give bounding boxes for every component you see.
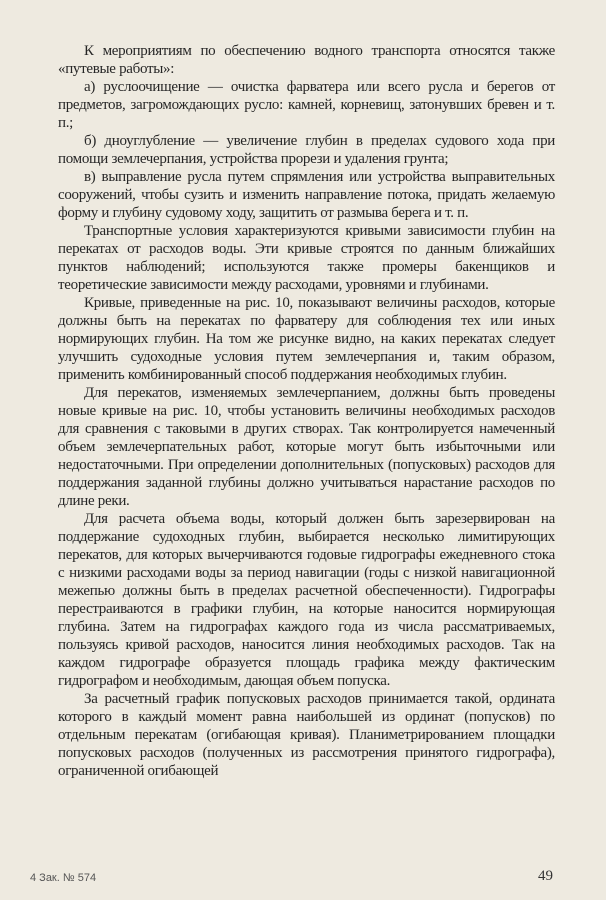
paragraph-6: Кривые, приведенные на рис. 10, показывают величины расходов, которые должны быть на перекатах по фарватеру для соблюдения тех или иных нормирующих глубин. На том же рисунке видно, на каких перекатах следует улучшить судоходные условия путем землечерпания и, таким образом, применить комбинированный способ поддержания необходимых глубин. [58,295,555,383]
paragraph-9: За расчетный график попусковых расходов принимается такой, ордината которого в каждый момент равна наибольшей из ординат (попусков) по отдельным перекатам (огибающая кривая). Планиметрированием площадки попусковых расходов (полученных из рассмотрения принятого гидрографа), ограниченной огибающей [58,691,555,779]
paragraph-8: Для расчета объема воды, который должен быть зарезервирован на поддержание судоходных глубин, выбирается несколько лимитирующих перекатов, для которых вычерчиваются годовые гидрографы ежедневного стока с низкими расходами воды за период навигации (годы с низкой навигационной межепью должны быть в пределах расчетной обеспеченности). Гидрографы перестраиваются в графики глубин, на которые наносится нормирующая глубина. Затем на гидрографах каждого года из числа рассматриваемых, пользуясь кривой расходов, наносится линия необходимых расходов. Так на каждом гидрографе образуется площадь графика между фактическим гидрографом и необходимым, дающая объем попуска. [58,511,555,689]
page-number: 49 [538,868,553,884]
page-footer [0,868,606,888]
paragraph-3: б) дноуглубление — увеличение глубин в пределах судового хода при помощи землечерпания, устройства прорези и удаления грунта; [58,133,555,167]
paragraph-7: Для перекатов, изменяемых землечерпанием, должны быть проведены новые кривые на рис. 10, чтобы установить величины необходимых расходов для сравнения с таковыми в других створах. Так контролируется намеченный объем землечерпательных работ, которые могут быть избыточными или недостаточными. При определении дополнительных (попусковых) расходов для поддержания заданной глубины должно учитываться нарастание расходов по длине реки. [58,385,555,509]
body-text [58,42,555,780]
paragraph-4: в) выправление русла путем спрямления или устройства выправительных сооружений, чтобы сузить и изменить направление потока, придать желаемую форму и глубину судовому ходу, защитить от размыва берега и т. п. [58,169,555,221]
printer-signature: 4 Зак. № 574 [30,872,97,884]
paragraph-5: Транспортные условия характеризуются кривыми зависимости глубин на перекатах от расходов воды. Эти кривые строятся по данным ближайших пунктов наблюдений; используются также промеры бакенщиков и теоретические зависимости между расходами, уровнями и глубинами. [58,223,555,293]
paragraph-2: а) руслоочищение — очистка фарватера или всего русла и берегов от предметов, загромождающих русло: камней, корневищ, затонувших бревен и т. п.; [58,79,555,131]
paragraph-1: К мероприятиям по обеспечению водного транспорта относятся также «путевые работы»: [58,43,555,77]
